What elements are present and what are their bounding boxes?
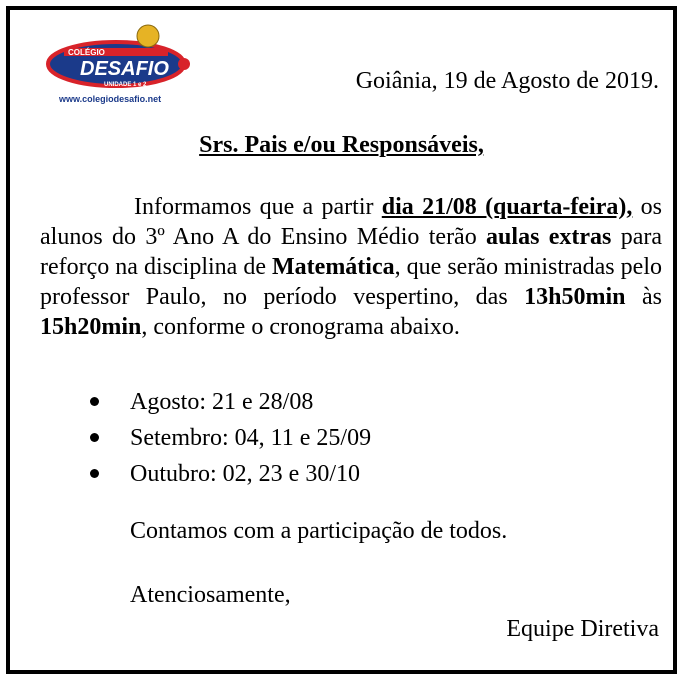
signature: Equipe Diretiva bbox=[506, 616, 659, 642]
schedule-item: Setembro: 04, 11 e 25/09 bbox=[130, 425, 372, 451]
logo-graphic bbox=[44, 20, 194, 100]
text-segment: Informamos que a partir bbox=[134, 194, 382, 220]
svg-text:UNIDADE 1 e 2: UNIDADE 1 e 2 bbox=[104, 82, 147, 88]
schedule-item: Outubro: 02, 23 e 30/10 bbox=[130, 461, 360, 487]
bullet-icon bbox=[90, 397, 99, 406]
text-segment: para reforço na disciplina de bbox=[40, 224, 662, 280]
text-segment: , que serão ministradas pelo professor Paulo, no período vespertino, das bbox=[40, 254, 662, 310]
extra-classes: aulas extras bbox=[486, 224, 612, 250]
start-time: 13h50min bbox=[524, 284, 626, 310]
subject: Matemática bbox=[272, 254, 395, 280]
school-website: www.colegiodesafio.net bbox=[59, 94, 162, 104]
farewell: Atenciosamente, bbox=[130, 582, 291, 608]
date-line: Goiânia, 19 de Agosto de 2019. bbox=[355, 68, 659, 94]
text-segment: , conforme o cronograma abaixo. bbox=[141, 314, 460, 340]
schedule-item: Agosto: 21 e 28/08 bbox=[130, 389, 314, 415]
bullet-icon bbox=[90, 433, 99, 442]
document-frame bbox=[6, 6, 677, 674]
text-segment: os alunos do 3º Ano A do Ensino Médio terão bbox=[40, 194, 662, 250]
text-segment: às bbox=[625, 284, 662, 310]
list-item bbox=[90, 384, 371, 420]
closing-line: Contamos com a participação de todos. bbox=[130, 518, 508, 544]
list-item bbox=[90, 456, 371, 492]
schedule-list bbox=[90, 384, 371, 492]
list-item bbox=[90, 420, 371, 456]
salutation: Srs. Pais e/ou Responsáveis, bbox=[199, 132, 484, 158]
end-time: 15h20min bbox=[40, 314, 142, 340]
announcement-paragraph bbox=[40, 192, 662, 342]
start-date: dia 21/08 (quarta-feira), bbox=[381, 194, 633, 220]
bullet-icon bbox=[90, 469, 99, 478]
svg-text:COLÉGIO: COLÉGIO bbox=[68, 48, 105, 57]
svg-text:DESAFIO: DESAFIO bbox=[80, 58, 169, 80]
